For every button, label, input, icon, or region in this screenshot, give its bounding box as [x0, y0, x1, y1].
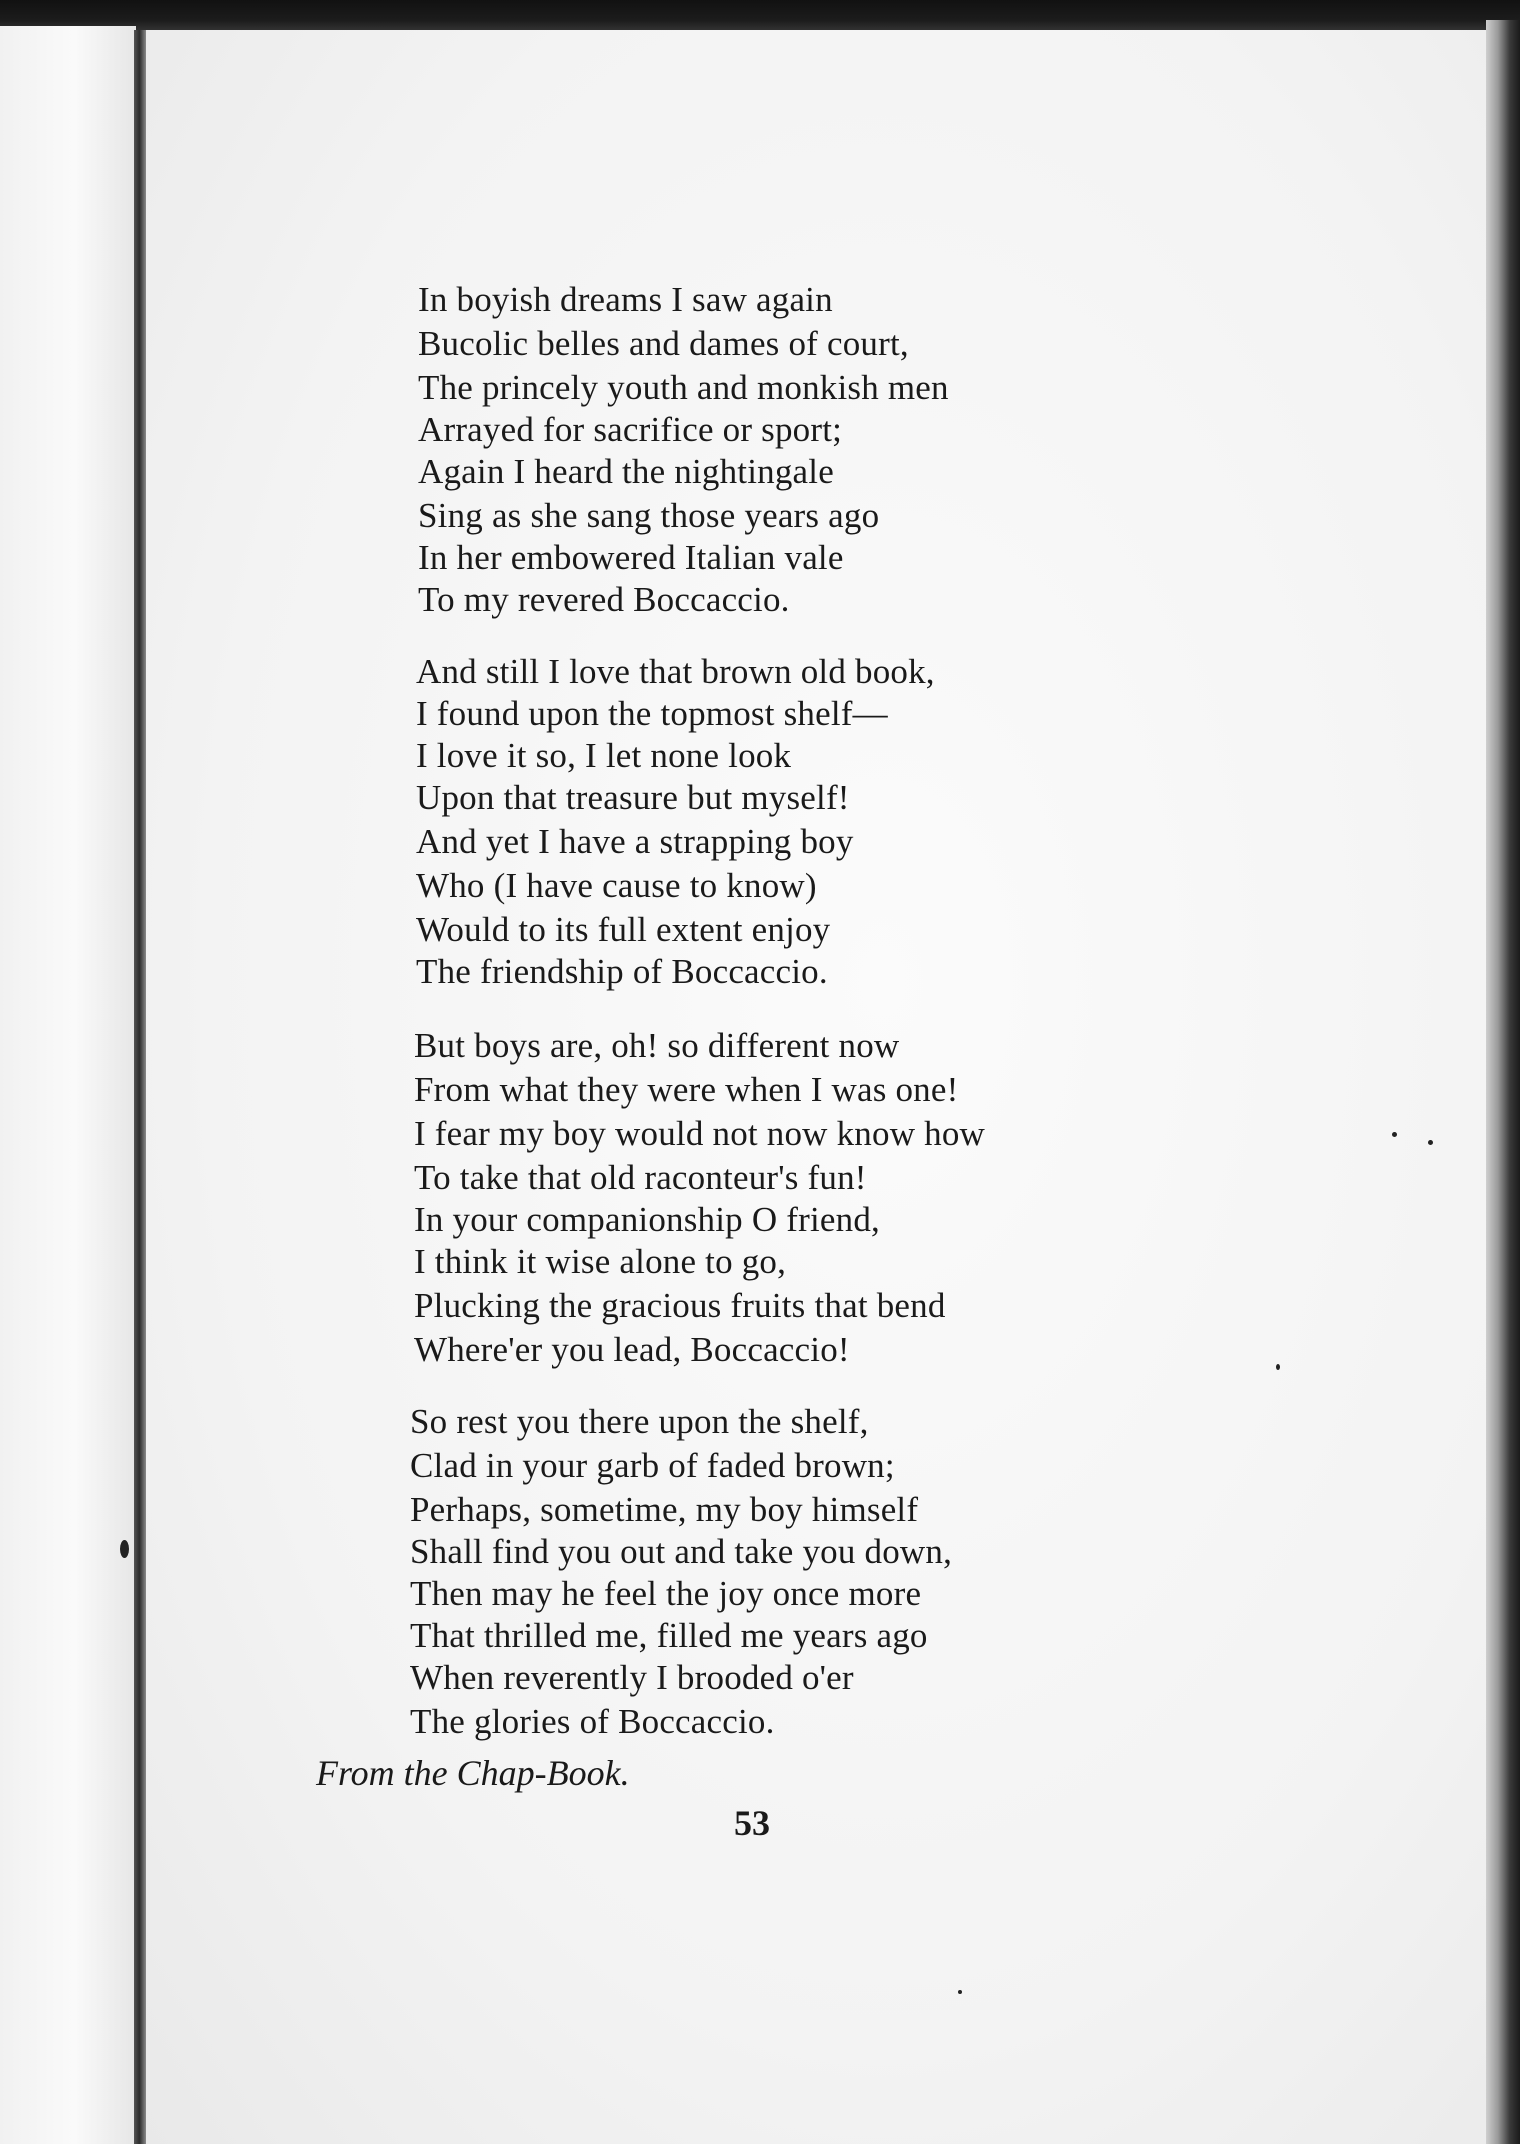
- poem-line: But boys are, oh! so different now: [414, 1026, 900, 1065]
- poem-line: In her embowered Italian vale: [418, 538, 844, 577]
- page-number: 53: [734, 1803, 770, 1843]
- poem-line: Bucolic belles and dames of court,: [418, 324, 909, 363]
- scan-speck: [1392, 1132, 1397, 1137]
- poem-line: And still I love that brown old book,: [416, 652, 935, 691]
- poem-line: I found upon the topmost shelf—: [416, 694, 888, 733]
- book-gutter: [134, 30, 146, 2144]
- poem-line: I fear my boy would not now know how: [414, 1114, 986, 1153]
- scan-speck: [1428, 1140, 1433, 1145]
- poem-line: Perhaps, sometime, my boy himself: [410, 1490, 919, 1529]
- poem-line: The friendship of Boccaccio.: [416, 952, 828, 991]
- scan-speck: [958, 1990, 962, 1994]
- poem-line: Shall find you out and take you down,: [410, 1532, 953, 1571]
- poem-line: Arrayed for sacrifice or sport;: [418, 410, 843, 449]
- attribution: From the Chap-Book.: [316, 1753, 630, 1793]
- poem-line: Sing as she sang those years ago: [418, 496, 880, 535]
- poem-line: In your companionship O friend,: [414, 1200, 880, 1239]
- poem-line: To take that old raconteur's fun!: [414, 1158, 867, 1197]
- poem-line: I love it so, I let none look: [416, 736, 792, 775]
- book-top-edge: [0, 0, 1520, 34]
- poem-line: Again I heard the nightingale: [418, 452, 834, 491]
- left-page-margin: [0, 26, 136, 2144]
- poem-line: The glories of Boccaccio.: [410, 1702, 775, 1741]
- poem-line: Where'er you lead, Boccaccio!: [414, 1330, 850, 1369]
- poem-line: So rest you there upon the shelf,: [410, 1402, 869, 1441]
- poem-line: Would to its full extent enjoy: [416, 910, 831, 949]
- poem-line: From what they were when I was one!: [414, 1070, 959, 1109]
- poem-line: When reverently I brooded o'er: [410, 1658, 854, 1697]
- poem-line: The princely youth and monkish men: [418, 368, 949, 407]
- scan-speck: [1276, 1364, 1280, 1370]
- scan-speck: [120, 1540, 129, 1558]
- poem-line: In boyish dreams I saw again: [418, 280, 833, 319]
- poem-line: To my revered Boccaccio.: [418, 580, 790, 619]
- poem-line: And yet I have a strapping boy: [416, 822, 854, 861]
- poem-line: Then may he feel the joy once more: [410, 1574, 922, 1613]
- poem-line: Plucking the gracious fruits that bend: [414, 1286, 946, 1325]
- poem-line: That thrilled me, filled me years ago: [410, 1616, 928, 1655]
- poem-line: I think it wise alone to go,: [414, 1242, 787, 1281]
- poem-line: Who (I have cause to know): [416, 866, 817, 905]
- page-edge-shadow: [1486, 20, 1520, 2144]
- poem-line: Upon that treasure but myself!: [416, 778, 850, 817]
- poem-line: Clad in your garb of faded brown;: [410, 1446, 895, 1485]
